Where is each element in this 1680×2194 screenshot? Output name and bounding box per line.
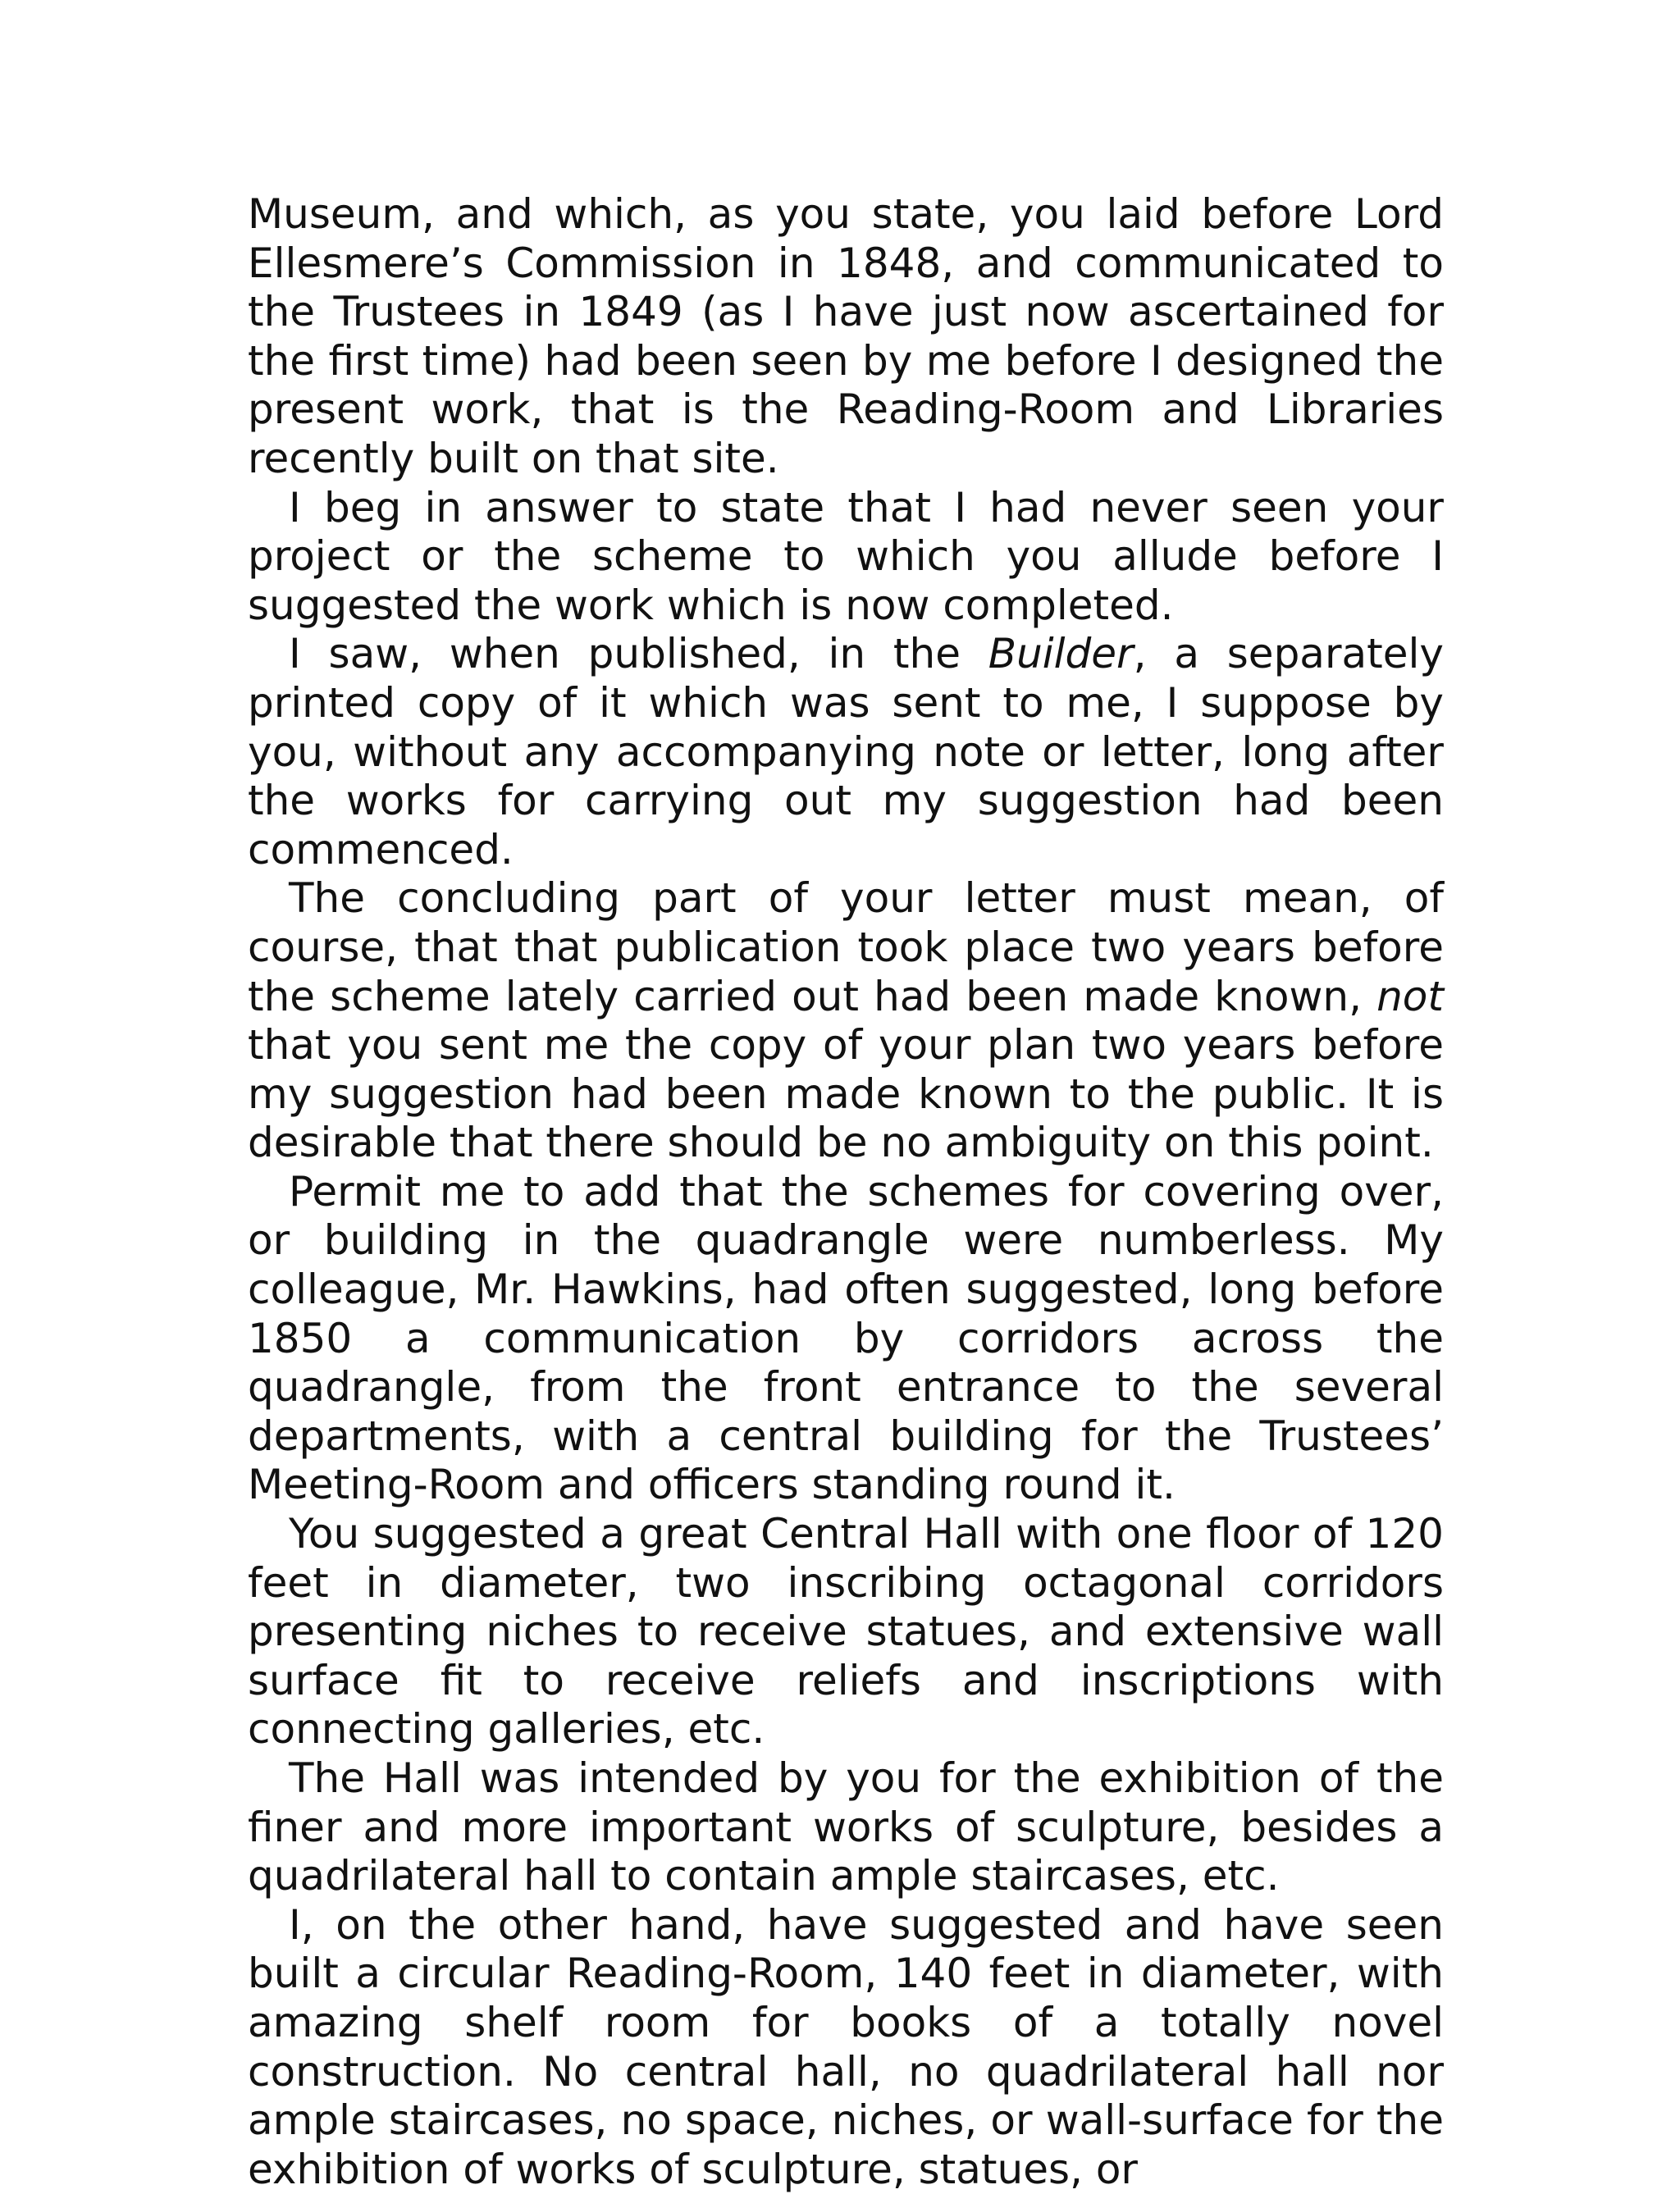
paragraph-2-text: I beg in answer to state that I had never seen your project or the scheme to which you allude before I suggested the work which is now completed. xyxy=(248,483,1444,629)
page-body xyxy=(248,190,1444,2194)
paragraph-8 xyxy=(248,1901,1444,2194)
paragraph-1 xyxy=(248,190,1444,484)
paragraph-7 xyxy=(248,1754,1444,1901)
paragraph-3 xyxy=(248,630,1444,874)
paragraph-3-text-a: I saw, when published, in the xyxy=(289,630,988,678)
paragraph-4-text-b: that you sent me the copy of your plan two years before my suggestion had been made known to the public. It is desirable that there should be no ambiguity on this point. xyxy=(248,1021,1444,1167)
paragraph-4-text-a: The concluding part of your letter must mean, of course, that that publication took place two years before the scheme lately carried out had been made known, xyxy=(248,874,1444,1020)
paragraph-6 xyxy=(248,1510,1444,1754)
paragraph-7-text: The Hall was intended by you for the exhibition of the finer and more important works of sculpture, besides a quadrilateral hall to contain ample staircases, etc. xyxy=(248,1754,1444,1900)
paragraph-3-italic-builder: Builder xyxy=(988,630,1134,678)
paragraph-4-italic-not: not xyxy=(1376,972,1444,1020)
paragraph-2 xyxy=(248,484,1444,631)
paragraph-4 xyxy=(248,874,1444,1168)
paragraph-8-text: I, on the other hand, have suggested and have seen built a circular Reading-Room, 140 feet in diameter, with amazing shelf room for books of a totally novel construction. No central hall, no quadrilateral hall nor ample staircases, no space, niches, or wall-surface for the exhibition of works of sculpture, statues, or xyxy=(248,1900,1444,2193)
paragraph-5 xyxy=(248,1168,1444,1510)
paragraph-5-text: Permit me to add that the schemes for covering over, or building in the quadrangle were numberless. My colleague, Mr. Hawkins, had often suggested, long before 1850 a communication by corridors across the quadrangle, from the front entrance to the several departments, with a central building for the Trustees’ Meeting-Room and officers standing round it. xyxy=(248,1167,1444,1509)
paragraph-6-text: You suggested a great Central Hall with one floor of 120 feet in diameter, two inscribing octagonal corridors presenting niches to receive statues, and extensive wall surface fit to receive reliefs and inscriptions with connecting galleries, etc. xyxy=(248,1510,1444,1754)
paragraph-3-text-b: , a separately printed copy of it which was sent to me, I suppose by you, without any accompanying note or letter, long after the works for carrying out my suggestion had been commenced. xyxy=(248,630,1444,873)
paragraph-1-text: Museum, and which, as you state, you laid before Lord Ellesmere’s Commission in 1848, and communicated to the Trustees in 1849 (as I have just now ascertained for the first time) had been seen by me before I designed the present work, that is the Reading-Room and Libraries recently built on that site. xyxy=(248,190,1444,482)
